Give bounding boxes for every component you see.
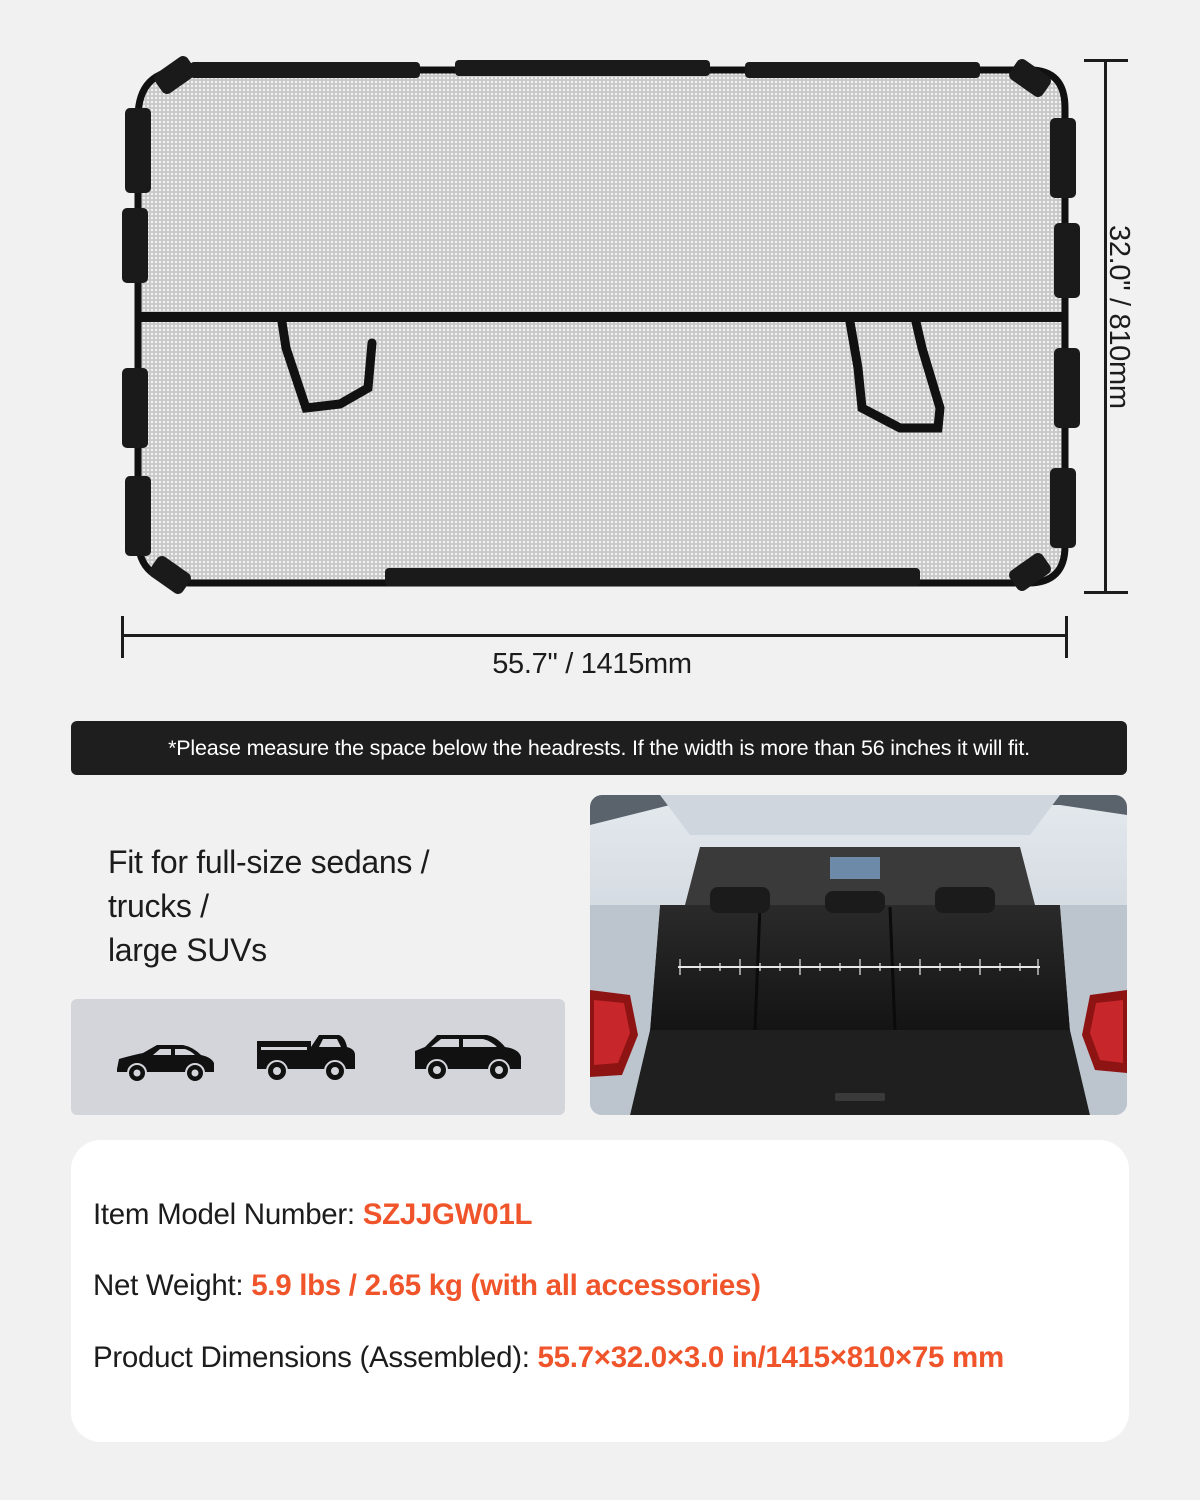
height-dimension-cap-top — [1084, 59, 1128, 62]
vehicle-icons-panel — [71, 999, 565, 1115]
model-number-row — [93, 1198, 532, 1232]
car-trunk-photo — [590, 795, 1127, 1115]
model-number-value: SZJJGW01L — [362, 1198, 533, 1231]
fit-line: Fit for full-size sedans / — [108, 844, 430, 880]
cargo-net-product-image — [110, 48, 1090, 608]
pickup-truck-icon — [255, 1033, 357, 1083]
net-weight-row — [93, 1269, 761, 1303]
fit-line: trucks / — [108, 888, 209, 924]
product-dimensions-label: Product Dimensions (Assembled): — [93, 1341, 538, 1374]
height-dimension-cap-bottom — [1084, 591, 1128, 594]
specification-card — [71, 1140, 1129, 1442]
model-number-label: Item Model Number: — [93, 1198, 363, 1231]
height-dimension-label: 32.0" / 810mm — [1103, 225, 1135, 409]
product-dimensions-value: 55.7×32.0×3.0 in/1415×810×75 mm — [537, 1341, 1004, 1374]
measurement-note: *Please measure the space below the headrests. If the width is more than 56 inches it will fit. — [71, 721, 1127, 775]
net-weight-value: 5.9 lbs / 2.65 kg (with all accessories) — [251, 1269, 761, 1302]
width-dimension-label: 55.7" / 1415mm — [492, 648, 692, 680]
suv-icon — [413, 1033, 523, 1083]
net-weight-label: Net Weight: — [93, 1269, 252, 1302]
sedan-icon — [115, 1043, 215, 1083]
fit-description — [108, 840, 548, 972]
product-dimensions-row — [93, 1341, 1004, 1375]
width-dimension-line — [122, 634, 1068, 637]
fit-line: large SUVs — [108, 932, 267, 968]
